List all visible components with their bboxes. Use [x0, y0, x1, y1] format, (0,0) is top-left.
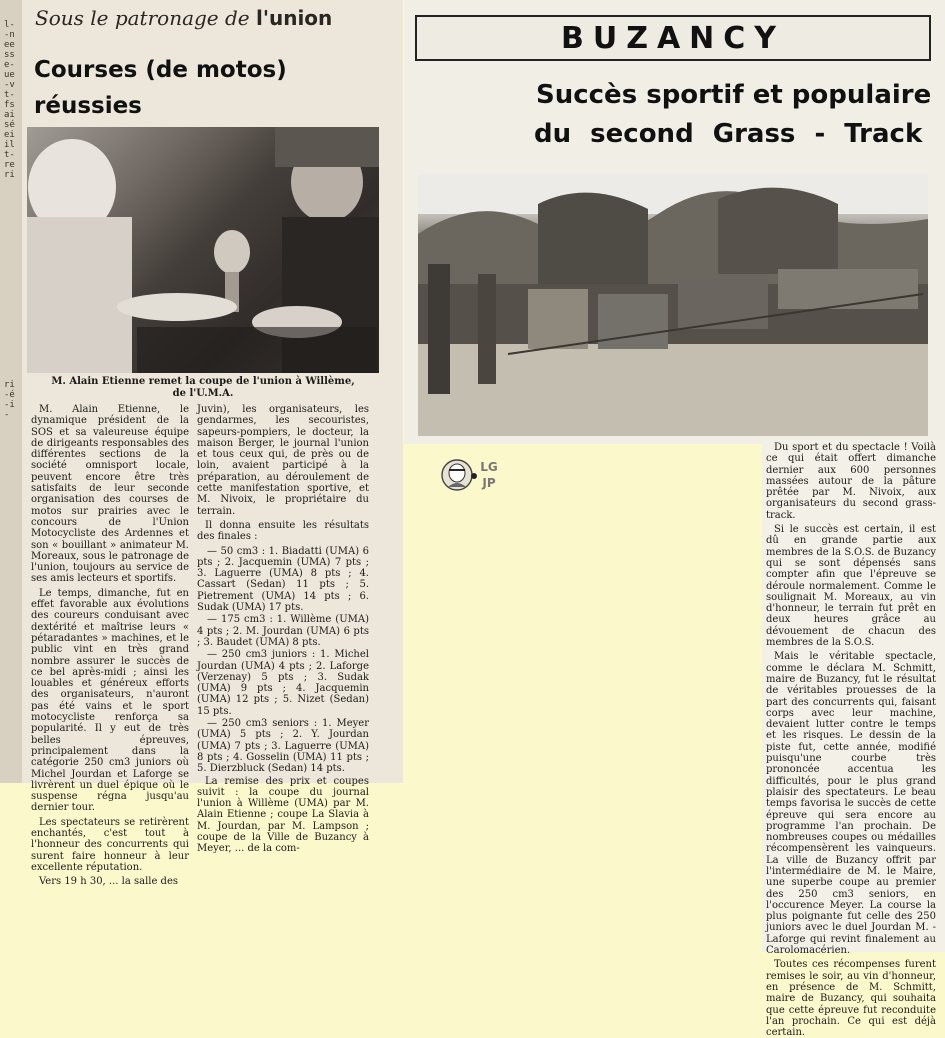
- margin-strip: [0, 0, 22, 783]
- article-column-c: [766, 442, 936, 1038]
- grass-track-crowd-photo: [418, 174, 928, 436]
- paragraph: Les spectateurs se retirèrent enchantés, c'est tout à l'honneur des concurrents qui surent faire honneur à leur excellente réputation.: [31, 816, 189, 873]
- photo-caption-line2: de l'U.M.A.: [172, 388, 234, 399]
- kicker-prefix: Sous le patronage de: [35, 6, 250, 30]
- paragraph: M. Alain Etienne, le dynamique président de la SOS et sa valeureuse équipe de dirigeants responsables des différentes sections de la société omnisport locale, peuvent encore être très satisfaits de leur seconde organisation des courses de motos sur prairies avec le concours de l'Union Motocycliste des Ardennes et son « bouillant » animateur M. Moreaux, sous le patronage de l'union, toujours au service de ses amis lecteurs et sportifs.: [31, 404, 189, 585]
- margin-text-top: l--neesse-ue-vt-fsaiséeiilt-reri: [4, 20, 15, 180]
- kicker-brand: l'union: [256, 6, 333, 30]
- paragraph: Juvin), les organisateurs, les gendarmes, les secouristes, sapeurs-pompiers, le docteur, la maison Berger, le journal l'union et tous ceux qui, de près ou de loin, avaient participé à la préparation, au déroulement de cette manifestation sportive, et M. Nivoix, le propriétaire du terrain.: [197, 404, 369, 517]
- paragraph: Le temps, dimanche, fut en effet favorable aux évolutions des coureurs conduisant avec dextérité et maîtrise leurs « pétaradantes » machines, et le public vint en très grand nombre assurer le succès de ce bel après-midi ; ainsi les louables et généreux efforts des organisateurs, n'auront pas été vains et le sport motocycliste renforça sa popularité. Il y eut de très belles épreuves, principalement dans la catégorie 250 cm3 juniors où Michel Jourdan et Laforge se livrèrent un duel épique où le suspense régna jusqu'au dernier tour.: [31, 587, 189, 814]
- results-175cc: — 175 cm3 : 1. Willème (UMA) 4 pts ; 2. M. Jourdan (UMA) 6 pts ; 3. Baudet (UMA) 8 pts.: [197, 614, 369, 648]
- kicker: [35, 6, 332, 30]
- paragraph: Il donna ensuite les résultats des finales :: [197, 519, 369, 543]
- photo-caption-line1: M. Alain Etienne remet la coupe de l'union à Willème,: [51, 376, 355, 387]
- results-250-juniors: — 250 cm3 juniors : 1. Michel Jourdan (UMA) 4 pts ; 2. Laforge (Verzenay) 5 pts ; 3. Sudak (UMA) 9 pts ; 4. Jacquemin (UMA) 12 pts ; 5. Nizet (Sedan) 15 pts.: [197, 649, 369, 717]
- buzancy-banner: BUZANCY: [415, 15, 931, 61]
- right-headline-line1: Succès sportif et populaire: [536, 80, 932, 110]
- logo-text: LG JP: [480, 460, 498, 490]
- margin-text-bottom: ri-é-i-: [4, 380, 15, 420]
- lgjp-logo: [441, 451, 503, 501]
- article-column-a: [31, 404, 189, 888]
- paragraph: Vers 19 h 30, ... la salle des: [39, 876, 179, 888]
- trophy-photo: [27, 127, 379, 373]
- right-headline: [536, 76, 936, 154]
- results-50cc: — 50 cm3 : 1. Biadatti (UMA) 6 pts ; 2. Jacquemin (UMA) 7 pts ; 3. Laguerre (UMA) 8 pts ; 4. Cassart (Sedan) 11 pts ; 5. Pietrement (UMA) 14 pts ; 6. Sudak (UMA) 17 pts.: [197, 545, 369, 614]
- photo-caption: [30, 376, 376, 400]
- paragraph: Du sport et du spectacle ! Voilà ce qui était offert dimanche dernier aux 600 personnes massées autour de la pâture prêtée par M. Nivoix, aux organisateurs du second grass-track.: [766, 442, 936, 521]
- left-headline-line1: Courses (de motos) réussies: [34, 57, 287, 119]
- paragraph: Toutes ces récompenses furent remises le soir, au vin d'honneur, en présence de M. Schmitt, maire de Buzancy, qui souhaita que cette épreuve fut reconduite l'an prochain. Ce qui est déjà certain.: [766, 959, 936, 1038]
- trophy-photo-illustration: [27, 127, 379, 373]
- paragraph: La remise des prix et coupes suivit : la coupe du journal l'union à Willème (UMA) par M. Alain Etienne ; coupe La Slavia à M. Jourdan, par M. Lampson ; coupe de la Ville de Buzancy à Meyer, ... de la com-: [197, 775, 369, 855]
- article-column-b: [197, 404, 369, 855]
- paragraph: Mais le véritable spectacle, comme le déclara M. Schmitt, maire de Buzancy, fut le résultat de véritables prouesses de la part des concurrents qui, faisant corps avec leur machine, devaient lutter contre le temps et les risques. Le dessin de la piste fut, cette année, modifié puisqu'une courbe très prononcée accentua les difficultés, pour le plus grand plaisir des spectateurs. Le beau temps favorisa le succès de cette épreuve qui sera encore au programme l'an prochain. De nombreuses coupes ou médailles récompensèrent les vainqueurs. La ville de Buzancy offrit par l'intermédiaire de M. le Maire, une superbe coupe au premier des 250 cm3 seniors, en l'occurence Meyer. La course la plus poignante fut celle des 250 juniors avec le duel Jourdan M. - Laforge qui revint finalement au Carolomacérien.: [766, 651, 936, 957]
- paragraph: Si le succès est certain, il est dû en grande partie aux membres de la S.O.S. de Buzancy qui se sont dépensés sans compter afin que l'épreuve se déroule normalement. Comme le soulignait M. Moreaux, au vin d'honneur, le terrain fut prêt en deux heures grâce au dévouement de chacun des membres de la S.O.S.: [766, 524, 936, 649]
- results-250-seniors: — 250 cm3 seniors : 1. Meyer (UMA) 5 pts ; 2. Y. Jourdan (UMA) 7 pts ; 3. Laguerre (UMA) 8 pts ; 4. Gosselin (UMA) 11 pts ; 5. Dierzbluck (Sedan) 14 pts.: [197, 718, 369, 775]
- crowd-photo-illustration: [418, 174, 928, 436]
- right-headline-line2: du second Grass - Track: [534, 119, 923, 149]
